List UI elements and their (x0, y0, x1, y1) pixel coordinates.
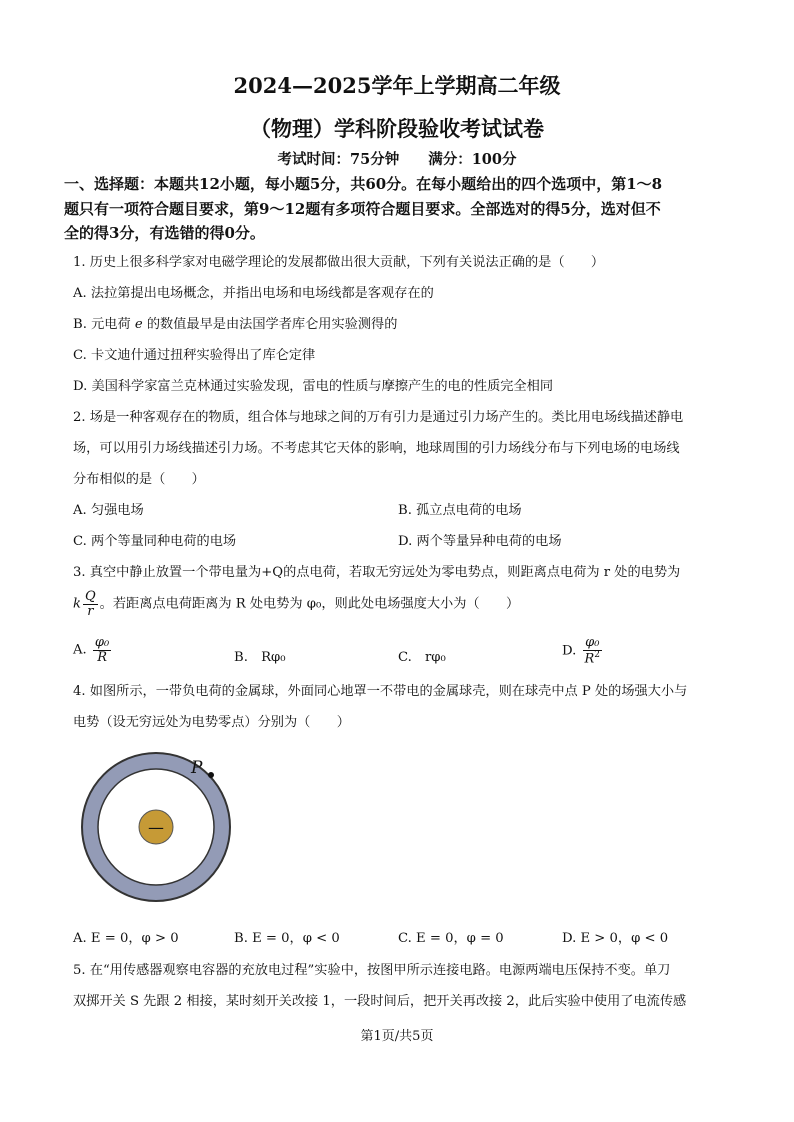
q5-stem-line1: 5. 在“用传感器观察电容器的充放电过程”实验中，按图甲所示连接电路。电源两端电压保持不变。单刀 (73, 963, 671, 978)
q3-option-a-num: φ₀ (94, 635, 110, 650)
q3-fraction (83, 590, 98, 618)
q2-stem-line3: 分布相似的是（ ） (73, 472, 205, 487)
q3-fraction-den: r (87, 603, 94, 619)
exam-subtitle: （物理）学科阶段验收考试试卷 (250, 116, 544, 141)
q4-stem-line2: 电势（设无穷远处为电势零点）分别为（ ） (73, 715, 350, 730)
section-instructions-line2: 题只有一项符合题目要求，第9～12题有多项符合题目要求。全部选对的得5分，选对但不 (64, 200, 661, 218)
q1-option-b (73, 313, 397, 332)
point-p-dot (208, 772, 214, 778)
q2-stem-line1: 2. 场是一种客观存在的物质，组合体与地球之间的万有引力是通过引力场产生的。类比用电场线描述静电 (73, 410, 684, 425)
q4-figure (70, 745, 250, 925)
q4-option-c: C. E = 0，φ = 0 (398, 931, 504, 946)
q3-stem-line2 (73, 590, 519, 618)
page-number: 第1页/共5页 (360, 1029, 434, 1044)
q2-option-b: B. 孤立点电荷的电场 (398, 503, 522, 518)
q3-k: k (73, 596, 81, 612)
q5-stem-line2: 双掷开关 S 先跟 2 相接，某时刻开关改接 1，一段时间后，把开关再改接 2，此后实验中使用了电流传感 (73, 994, 687, 1009)
q3-stem-line1: 3. 真空中静止放置一个带电量为+Q的点电荷，若取无穷远处为零电势点，则距离点电荷为 r 处的电势为 (73, 565, 681, 580)
q3-option-a-label: A. (73, 642, 87, 658)
q4-option-d: D. E > 0，φ < 0 (562, 931, 669, 946)
q4-option-b: B. E = 0，φ < 0 (234, 931, 340, 946)
q1-option-d: D. 美国科学家富兰克林通过实验发现，雷电的性质与摩擦产生的电的性质完全相同 (73, 379, 554, 394)
q3-option-d-fraction (583, 636, 603, 666)
exam-info: 考试时间：75分钟 满分：100分 (277, 151, 517, 168)
q1-stem: 1. 历史上很多科学家对电磁学理论的发展都做出很大贡献，下列有关说法正确的是（ ） (73, 255, 605, 270)
q3-option-d-den-exp: 2 (594, 649, 601, 660)
q1-option-b-var: e (134, 317, 143, 332)
q4-option-a: A. E = 0，φ > 0 (73, 931, 179, 946)
point-p-label: P (191, 758, 203, 778)
q3-fraction-num: Q (85, 589, 96, 604)
q2-option-a: A. 匀强电场 (73, 503, 144, 518)
exam-title: 2024—2025学年上学期高二年级 (233, 73, 561, 98)
section-instructions-line1: 一、选择题：本题共12小题，每小题5分，共60分。在每小题给出的四个选项中，第1～8 (64, 175, 663, 193)
q3-option-c: C. rφ₀ (398, 650, 446, 665)
q3-option-a-den: R (97, 649, 107, 665)
q1-option-c: C. 卡文迪什通过扭秤实验得出了库仑定律 (73, 348, 316, 363)
q2-stem-line2: 场，可以用引力场线描述引力场。不考虑其它天体的影响，地球周围的引力场线分布与下列电场的电场线 (73, 441, 680, 456)
negative-sign: — (148, 818, 164, 837)
q2-option-c: C. 两个等量同种电荷的电场 (73, 534, 237, 549)
q3-option-d-label: D. (562, 643, 577, 659)
q4-stem-line1: 4. 如图所示，一带负电荷的金属球，外面同心地罩一不带电的金属球壳，则在球壳中点 P 处的场强大小与 (73, 684, 688, 699)
q3-option-d-den (583, 651, 603, 666)
q3-stem-line2-post: 。若距离点电荷距离为 R 处电势为 φ₀，则此处电场强度大小为（ ） (99, 596, 520, 612)
q3-option-d (562, 636, 604, 666)
q3-option-d-den-base: R (584, 650, 595, 666)
q1-option-b-pre: B. 元电荷 (73, 317, 131, 332)
q1-option-a: A. 法拉第提出电场概念，并指出电场和电场线都是客观存在的 (73, 286, 434, 301)
q3-option-d-num: φ₀ (583, 636, 603, 651)
q3-option-a (73, 636, 113, 664)
section-instructions-line3: 全的得3分，有选错的得0分。 (64, 224, 265, 242)
q3-option-a-fraction (93, 636, 111, 664)
q3-option-b: B. Rφ₀ (234, 650, 286, 665)
q1-option-b-post: 的数值最早是由法国学者库仑用实验测得的 (146, 317, 398, 332)
q2-option-d: D. 两个等量异种电荷的电场 (398, 534, 562, 549)
